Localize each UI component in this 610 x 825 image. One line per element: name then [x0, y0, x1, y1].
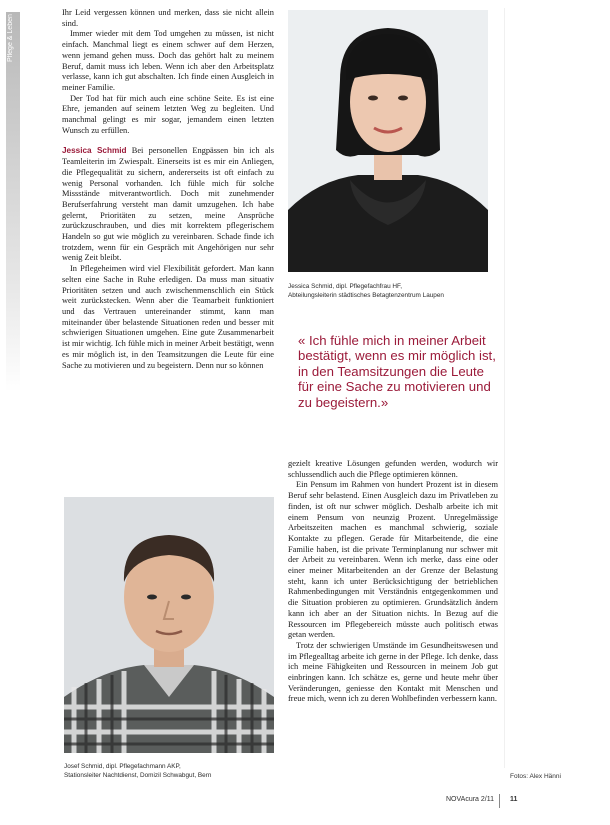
portrait-josef-illustration	[64, 497, 274, 753]
paragraph: Ein Pensum im Rahmen von hundert Prozent ist in diesem Beruf sehr belastend. Einen Ausgleich dazu im Privatleben zu finden, ist oft nur schwer möglich. Deshalb arbeite ich mit einem Pensum von neunzig Prozent. Unregelmässige Arbeitszeiten machen es manchmal schwierig, soziale Kontakte zu pflegen. Gerade für Mitarbeitende, die eine Familie haben, ist die private Terminplanung nur schwer mit der Arbeit zu vereinbaren. Wenn ich merke, dass eine oder einer meiner Mitarbeitenden an der Grenze der Belastung steht, kann ich unter Berücksichtigung der betrieblichen Rahmenbedingungen mit Verständnis entgegenkommen und die Situation probieren zu optimieren. Grundsätzlich ändern kann ich aber an der Situation nichts. In Bezug auf die Ressourcen im Pflegebereich müsste auch politisch etwas getan werden.	[288, 480, 498, 640]
footer-magazine: NOVAcura 2/11	[446, 796, 494, 803]
caption-line: Jessica Schmid, dipl. Pflegefachfrau HF,	[288, 283, 403, 290]
left-column	[62, 8, 274, 480]
page-number: 11	[510, 796, 518, 803]
pull-quote: « Ich fühle mich in meiner Arbeit bestätigt, wenn es mir möglich ist, in den Teamsitzungen die Leute für eine Sache zu motivieren und zu begeistern.»	[298, 333, 496, 410]
paragraph: Immer wieder mit dem Tod umgehen zu müssen, ist nicht einfach. Manchmal liegt es einem schwer auf dem Herzen, wenn jemand gehen muss. Doch das gehört halt zu meinem Beruf, damit muss ich leben. Wenn ich aber den Arbeitsplatz verlasse, kann ich gut abschalten. Ich finde einen Ausgleich in meiner Familie.	[62, 29, 274, 92]
speaker-text: Bei personellen Engpässen bin ich als Teamleiterin im Zwiespalt. Einerseits ist es mir ein Anliegen, die Pflegequalität zu sichern, andererseits ist oft einfach zu wenig Personal vorhanden. Ich fühle mich für solche Missstände mitverantwortlich. Doch mit zunehmender Berufserfahrung versteht man damit umzugehen. Ich habe gelernt, Prioritäten zu setzen, meine Ansprüche zurückzuschrauben, und dies mit korrektem pflegerischem Handeln so gut wie möglich zu vereinbaren. Schade finde ich trotzdem, wenn für ein Gespräch mit Angehörigen nur sehr wenig Zeit bleibt.	[62, 146, 274, 263]
paragraph-jessica	[62, 146, 274, 264]
paragraph: In Pflegeheimen wird viel Flexibilität gefordert. Man kann selten eine Sache in Ruhe erledigen. Da muss man situativ Prioritäten setzen und auch zwischenmenschlich ein Stück weit zurückstecken. Wenn aber die Teamarbeit funktioniert und das Vertrauen untereinander stimmt, kann man miteinander über belastende Situationen reden und besser mit schwierigen Situationen umgehen. Eine gute Zusammenarbeit ist mir wichtig. Ich fühle mich in meiner Arbeit bestätigt, wenn es mir möglich ist, in den Teamsitzungen die Leute für eine Sache zu motivieren und zu begeistern. Denn nur so können	[62, 264, 274, 370]
caption-line: Josef Schmid, dipl. Pflegefachmann AKP,	[64, 763, 181, 770]
photo-caption-josef	[64, 762, 274, 780]
portrait-jessica-illustration	[288, 10, 488, 272]
paragraph: Der Tod hat für mich auch eine schöne Seite. Es ist eine Ehre, jemanden auf seinem letzten Weg zu begleiten. Und manchmal gelingt es mir sogar, jemandem einen letzten Wunsch zu erfüllen.	[62, 93, 274, 135]
footer-divider	[499, 794, 500, 808]
caption-line: Abteilungsleiterin städtisches Betagtenzentrum Laupen	[288, 292, 444, 299]
paragraph: gezielt kreative Lösungen gefunden werden, wodurch wir schlussendlich auch die Pflege optimieren können.	[288, 459, 498, 479]
margin-rule	[504, 8, 505, 768]
portrait-photo-josef	[64, 497, 274, 753]
paragraph: Ihr Leid vergessen können und merken, dass sie nicht allein sind.	[62, 8, 274, 28]
edge-label: Pflege & Leben	[7, 14, 14, 62]
right-column	[288, 459, 498, 781]
portrait-photo-jessica	[288, 10, 488, 272]
speaker-name: Jessica Schmid	[62, 146, 127, 156]
paragraph: Trotz der schwierigen Umstände im Gesundheitswesen und im Pflegealltag arbeite ich gerne in der Pflege. Ich denke, dass ich meine Fähigkeiten und Ressourcen in meinem Job gut einbringen kann. Ich schätze es, gerne und heute mehr über Veränderungen, geniesse den Kontakt mit Menschen und freue mich, wenn ich zu deren Wohlbefinden verbessern kann.	[288, 640, 498, 704]
caption-line: Stationsleiter Nachtdienst, Domizil Schwabgut, Bern	[64, 772, 212, 779]
photo-credit: Fotos: Alex Hänni	[510, 773, 561, 780]
photo-caption-jessica	[288, 282, 493, 300]
